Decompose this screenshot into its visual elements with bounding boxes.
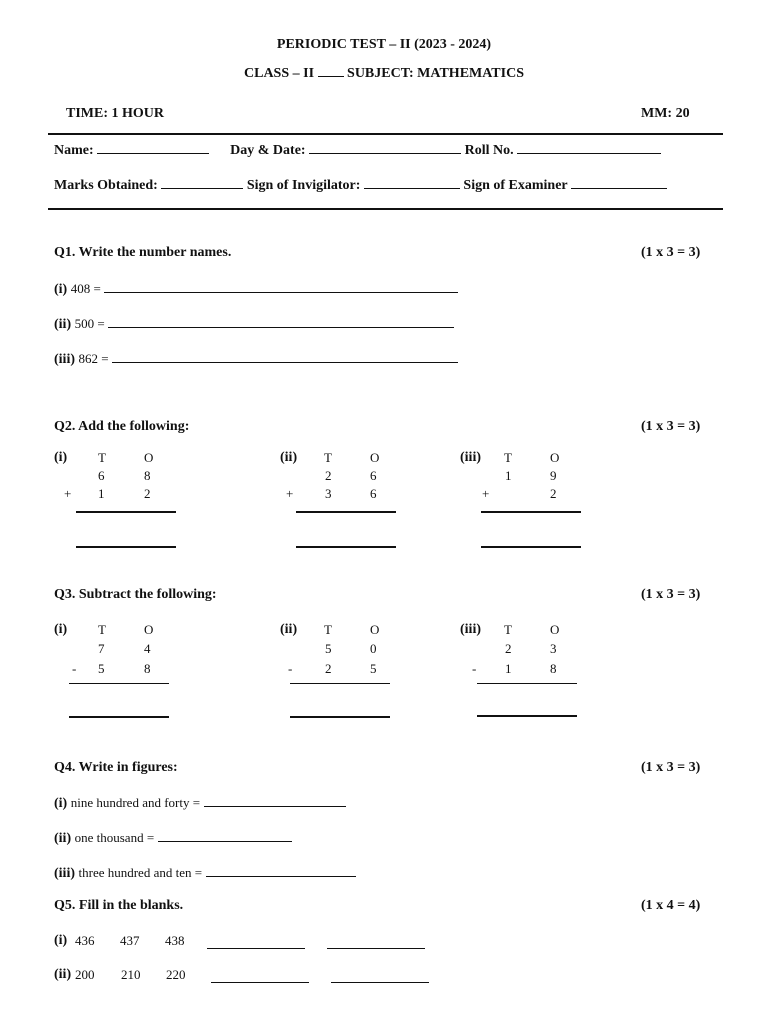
q4-item-label: (iii) — [54, 866, 75, 881]
q2-problem-label: (i) — [54, 450, 68, 465]
class-label: CLASS – II — [244, 66, 315, 81]
examiner-label: Sign of Examiner — [463, 178, 568, 193]
sequence-number: 200 — [75, 967, 95, 982]
sum-rule — [481, 511, 581, 513]
roll-label: Roll No. — [464, 143, 514, 158]
tens-header: T — [98, 622, 106, 637]
q4-answer-blank[interactable] — [158, 829, 292, 842]
tens-header: T — [324, 450, 332, 465]
difference-rule — [69, 683, 169, 684]
q3-problem-label: (i) — [54, 622, 68, 637]
sequence-number: 210 — [121, 967, 141, 982]
digit: 5 — [325, 641, 332, 656]
digit: 8 — [144, 661, 151, 676]
digit: 8 — [144, 468, 151, 483]
answer-rule[interactable] — [76, 546, 176, 548]
q4-item-text: one thousand = — [74, 830, 155, 845]
plus-sign: + — [64, 486, 72, 501]
q2-problem-label: (ii) — [280, 450, 298, 465]
digit: 9 — [550, 468, 557, 483]
q5-blank-2[interactable] — [327, 948, 425, 949]
q1-item-text: 500 = — [74, 316, 105, 331]
q5-item-label: (i) — [54, 933, 68, 948]
digit: 2 — [144, 486, 151, 501]
q1-item-1 — [54, 280, 458, 298]
q1-item-label: (i) — [54, 282, 68, 297]
q1-title: Q1. Write the number names. — [54, 245, 232, 260]
section-blank — [318, 64, 344, 77]
q2-problem-label: (iii) — [460, 450, 481, 465]
invigilator-label: Sign of Invigilator: — [246, 178, 361, 193]
q3-problem-label: (ii) — [280, 622, 298, 637]
q3-problem-label: (iii) — [460, 622, 481, 637]
answer-rule[interactable] — [290, 716, 390, 718]
digit: 5 — [98, 661, 105, 676]
digit: 6 — [98, 468, 105, 483]
q5-item-label: (ii) — [54, 967, 72, 982]
digit: 2 — [550, 486, 557, 501]
q2-marks: (1 x 3 = 3) — [641, 419, 701, 434]
digit: 1 — [505, 661, 512, 676]
digit: 1 — [505, 468, 512, 483]
digit: 3 — [550, 641, 557, 656]
class-subject-line — [0, 64, 768, 82]
digit: 2 — [505, 641, 512, 656]
invigilator-blank — [364, 176, 460, 189]
digit: 7 — [98, 641, 105, 656]
q1-item-2 — [54, 315, 454, 333]
digit: 3 — [325, 486, 332, 501]
ones-header: O — [370, 450, 380, 465]
q5-title: Q5. Fill in the blanks. — [54, 898, 184, 913]
q1-marks: (1 x 3 = 3) — [641, 245, 701, 260]
student-info-row — [54, 141, 661, 159]
answer-rule[interactable] — [69, 716, 169, 718]
q4-marks: (1 x 3 = 3) — [641, 760, 701, 775]
day-date-blank — [309, 141, 461, 154]
tens-header: T — [504, 622, 512, 637]
sum-rule — [296, 511, 396, 513]
sum-rule — [76, 511, 176, 513]
q5-marks: (1 x 4 = 4) — [641, 898, 701, 913]
q5-blank-1[interactable] — [207, 948, 305, 949]
digit: 2 — [325, 468, 332, 483]
sequence-number: 220 — [166, 967, 186, 982]
q4-item-text: nine hundred and forty = — [70, 795, 201, 810]
name-blank — [97, 141, 209, 154]
top-rule — [48, 133, 723, 135]
digit: 8 — [550, 661, 557, 676]
q5-blank-1[interactable] — [211, 982, 309, 983]
tens-header: T — [98, 450, 106, 465]
digit: 0 — [370, 641, 377, 656]
name-label: Name: — [54, 143, 94, 158]
marks-blank — [161, 176, 243, 189]
test-title: PERIODIC TEST – II (2023 - 2024) — [276, 37, 492, 52]
ones-header: O — [550, 622, 560, 637]
q4-item-label: (i) — [54, 796, 68, 811]
answer-rule[interactable] — [296, 546, 396, 548]
plus-sign: + — [286, 486, 294, 501]
q1-item-3 — [54, 350, 458, 368]
ones-header: O — [550, 450, 560, 465]
q4-title: Q4. Write in figures: — [54, 760, 178, 775]
tens-header: T — [504, 450, 512, 465]
q4-item-text: three hundred and ten = — [78, 865, 203, 880]
q4-item-2 — [54, 829, 292, 847]
minus-sign: - — [288, 661, 293, 676]
q1-item-text: 862 = — [78, 351, 109, 366]
q4-answer-blank[interactable] — [206, 864, 356, 877]
marks-obtained-label: Marks Obtained: — [54, 178, 158, 193]
q3-marks: (1 x 3 = 3) — [641, 587, 701, 602]
examiner-blank — [571, 176, 667, 189]
q1-answer-blank[interactable] — [112, 350, 458, 363]
day-date-label: Day & Date: — [230, 143, 306, 158]
minus-sign: - — [472, 661, 477, 676]
q1-answer-blank[interactable] — [108, 315, 454, 328]
signature-row — [54, 176, 667, 194]
q2-title: Q2. Add the following: — [54, 419, 190, 434]
ones-header: O — [144, 450, 154, 465]
ones-header: O — [370, 622, 380, 637]
q4-answer-blank[interactable] — [204, 794, 346, 807]
q1-item-label: (iii) — [54, 352, 75, 367]
q1-answer-blank[interactable] — [104, 280, 458, 293]
digit: 1 — [98, 486, 105, 501]
answer-rule[interactable] — [477, 715, 577, 717]
q5-blank-2[interactable] — [331, 982, 429, 983]
subject-label: SUBJECT: MATHEMATICS — [347, 66, 524, 81]
ones-header: O — [144, 622, 154, 637]
sequence-number: 438 — [165, 933, 185, 948]
digit: 6 — [370, 468, 377, 483]
bottom-rule — [48, 208, 723, 210]
time-label: TIME: 1 HOUR — [66, 106, 164, 121]
sequence-number: 436 — [75, 933, 95, 948]
minus-sign: - — [72, 661, 77, 676]
digit: 5 — [370, 661, 377, 676]
q1-item-label: (ii) — [54, 317, 72, 332]
plus-sign: + — [482, 486, 490, 501]
tens-header: T — [324, 622, 332, 637]
q4-item-3 — [54, 864, 356, 882]
answer-rule[interactable] — [481, 546, 581, 548]
q4-item-label: (ii) — [54, 831, 72, 846]
q1-item-text: 408 = — [70, 281, 101, 296]
q3-title: Q3. Subtract the following: — [54, 587, 217, 602]
digit: 6 — [370, 486, 377, 501]
roll-blank — [517, 141, 661, 154]
max-marks-label: MM: 20 — [641, 106, 690, 121]
difference-rule — [290, 683, 390, 684]
difference-rule — [477, 683, 577, 684]
sequence-number: 437 — [120, 933, 140, 948]
q4-item-1 — [54, 794, 346, 812]
digit: 4 — [144, 641, 151, 656]
digit: 2 — [325, 661, 332, 676]
